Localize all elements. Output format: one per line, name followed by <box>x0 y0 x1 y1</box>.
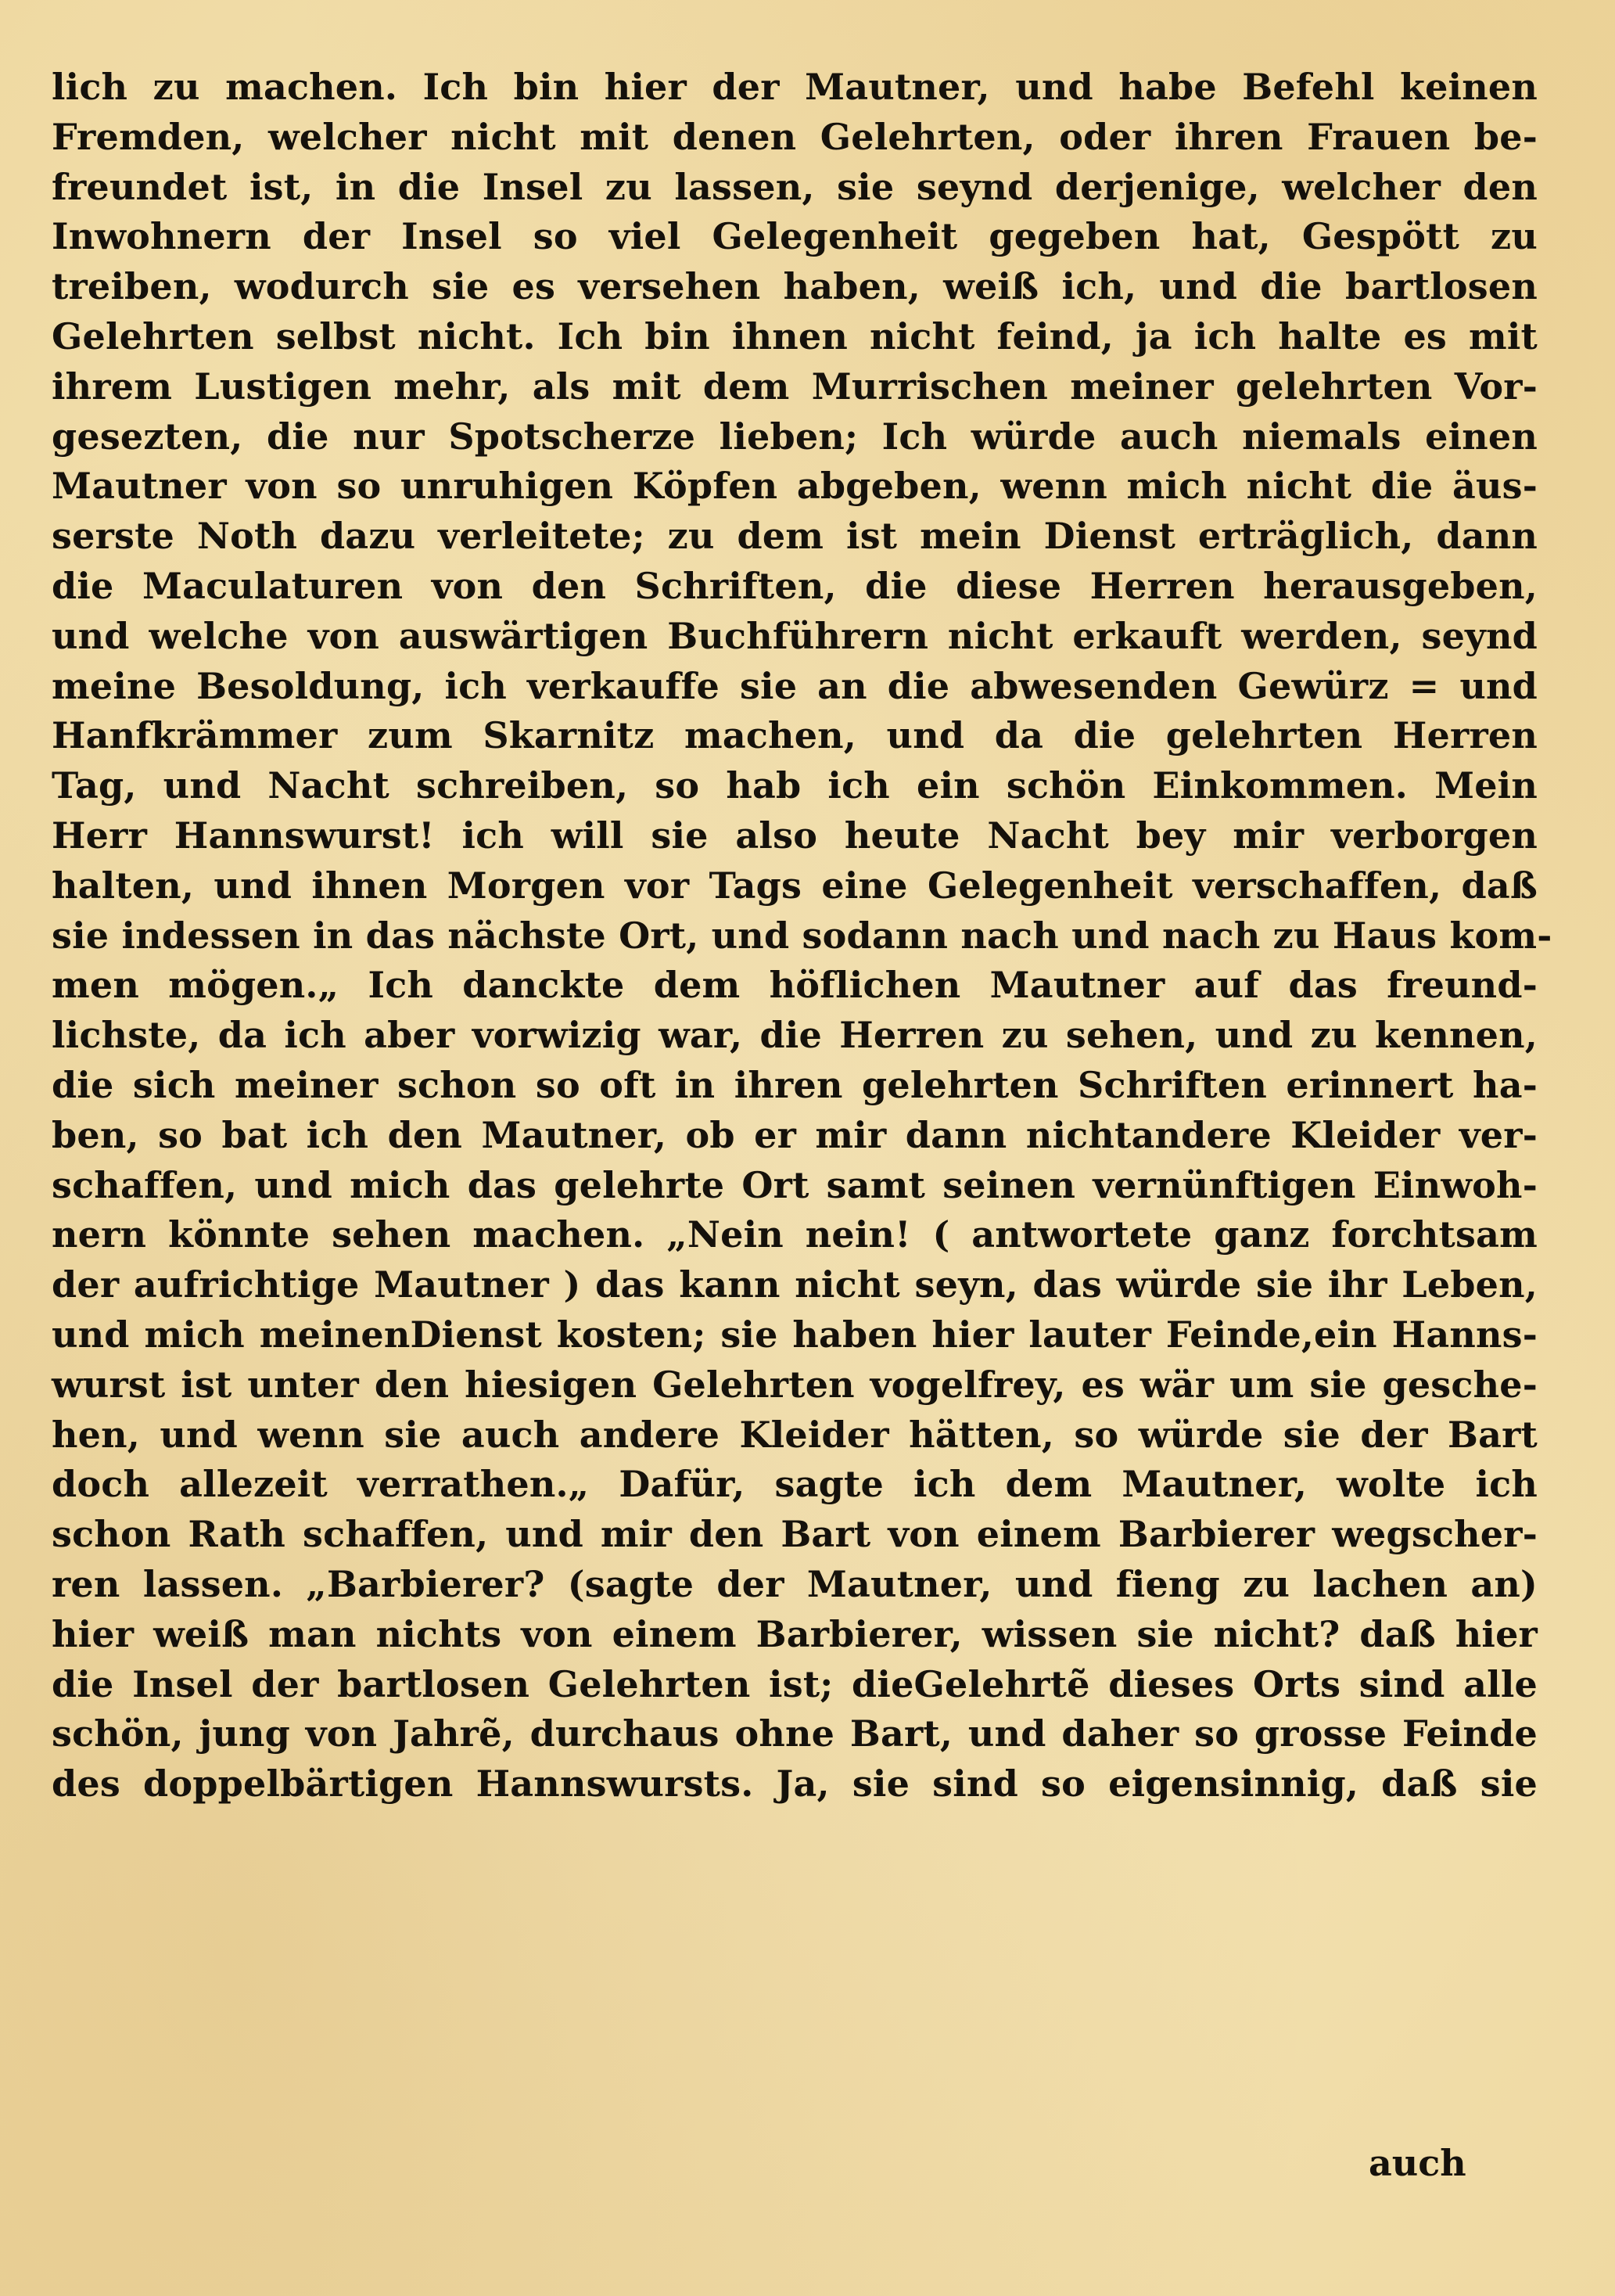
text-line: Hanfkrämmer zum Skarnitz machen, und da die gelehrten Herren <box>52 714 1538 757</box>
text-line: ren lassen. „Barbierer? (sagte der Mautner, und fieng zu lachen an) <box>52 1562 1538 1605</box>
text-line: schon Rath schaffen, und mir den Bart von einem Barbierer wegscher- <box>52 1513 1538 1556</box>
text-line: schön, jung von Jahrẽ, durchaus ohne Bart, und daher so grosse Feinde <box>52 1712 1538 1755</box>
text-line: hen, und wenn sie auch andere Kleider hätten, so würde sie der Bart <box>52 1413 1538 1456</box>
text-line: und mich meinenDienst kosten; sie haben hier lauter Feinde,ein Hanns- <box>52 1313 1538 1356</box>
text-line: Herr Hannswurst! ich will sie also heute Nacht bey mir verborgen <box>52 814 1538 857</box>
text-line: Gelehrten selbst nicht. Ich bin ihnen nicht feind, ja ich halte es mit <box>52 314 1538 358</box>
text-line: Tag, und Nacht schreiben, so hab ich ein schön Einkommen. Mein <box>52 764 1538 807</box>
text-line: die sich meiner schon so oft in ihren gelehrten Schriften erinnert ha- <box>52 1063 1538 1106</box>
text-line: treiben, wodurch sie es versehen haben, weiß ich, und die bartlosen <box>52 265 1538 308</box>
text-line: ben, so bat ich den Mautner, ob er mir dann nichtandere Kleider ver- <box>52 1113 1538 1156</box>
text-line: die Maculaturen von den Schriften, die diese Herren herausgeben, <box>52 564 1538 607</box>
text-line: meine Besoldung, ich verkauffe sie an die abwesenden Gewürz = und <box>52 664 1538 707</box>
text-line: doch allezeit verrathen.„ Dafür, sagte ich dem Mautner, wolte ich <box>52 1463 1538 1506</box>
text-line: men mögen.„ Ich danckte dem höflichen Mautner auf das freund- <box>52 964 1538 1007</box>
text-line: und welche von auswärtigen Buchführern nicht erkauft werden, seynd <box>52 614 1538 657</box>
text-line: ihrem Lustigen mehr, als mit dem Murrischen meiner gelehrten Vor- <box>52 365 1538 408</box>
text-line: gesezten, die nur Spotscherze lieben; Ich würde auch niemals einen <box>52 415 1538 458</box>
catchword: auch <box>1369 2142 1466 2184</box>
text-line: lich zu machen. Ich bin hier der Mautner, und habe Befehl keinen <box>52 66 1538 108</box>
text-line: Inwohnern der Insel so viel Gelegenheit gegeben hat, Gespött zu <box>52 215 1538 258</box>
text-line: schaffen, und mich das gelehrte Ort samt seinen vernünftigen Einwoh- <box>52 1163 1538 1206</box>
text-line: Mautner von so unruhigen Köpfen abgeben, wenn mich nicht die äus- <box>52 465 1538 508</box>
text-line: des doppelbärtigen Hannswursts. Ja, sie sind so eigensinnig, daß sie <box>52 1762 1538 1806</box>
text-line: die Insel der bartlosen Gelehrten ist; dieGelehrtẽ dieses Orts sind alle <box>52 1662 1538 1705</box>
text-line: freundet ist, in die Insel zu lassen, sie seynd derjenige, welcher den <box>52 165 1538 208</box>
text-line: halten, und ihnen Morgen vor Tags eine Gelegenheit verschaffen, daß <box>52 864 1538 907</box>
text-line: sie indessen in das nächste Ort, und sodann nach und nach zu Haus kom- <box>52 914 1552 957</box>
text-line: hier weiß man nichts von einem Barbierer, wissen sie nicht? daß hier <box>52 1612 1538 1655</box>
body-text <box>52 63 1552 1809</box>
text-line: der aufrichtige Mautner ) das kann nicht seyn, das würde sie ihr Leben, <box>52 1263 1538 1306</box>
text-line: wurst ist unter den hiesigen Gelehrten vogelfrey, es wär um sie gesche- <box>52 1363 1538 1406</box>
text-line: lichste, da ich aber vorwizig war, die Herren zu sehen, und zu kennen, <box>52 1014 1538 1057</box>
text-line: nern könnte sehen machen. „Nein nein! ( antwortete ganz forchtsam <box>52 1213 1538 1256</box>
text-line: Fremden, welcher nicht mit denen Gelehrten, oder ihren Frauen be- <box>52 115 1538 158</box>
text-line: serste Noth dazu verleitete; zu dem ist mein Dienst erträglich, dann <box>52 515 1538 558</box>
